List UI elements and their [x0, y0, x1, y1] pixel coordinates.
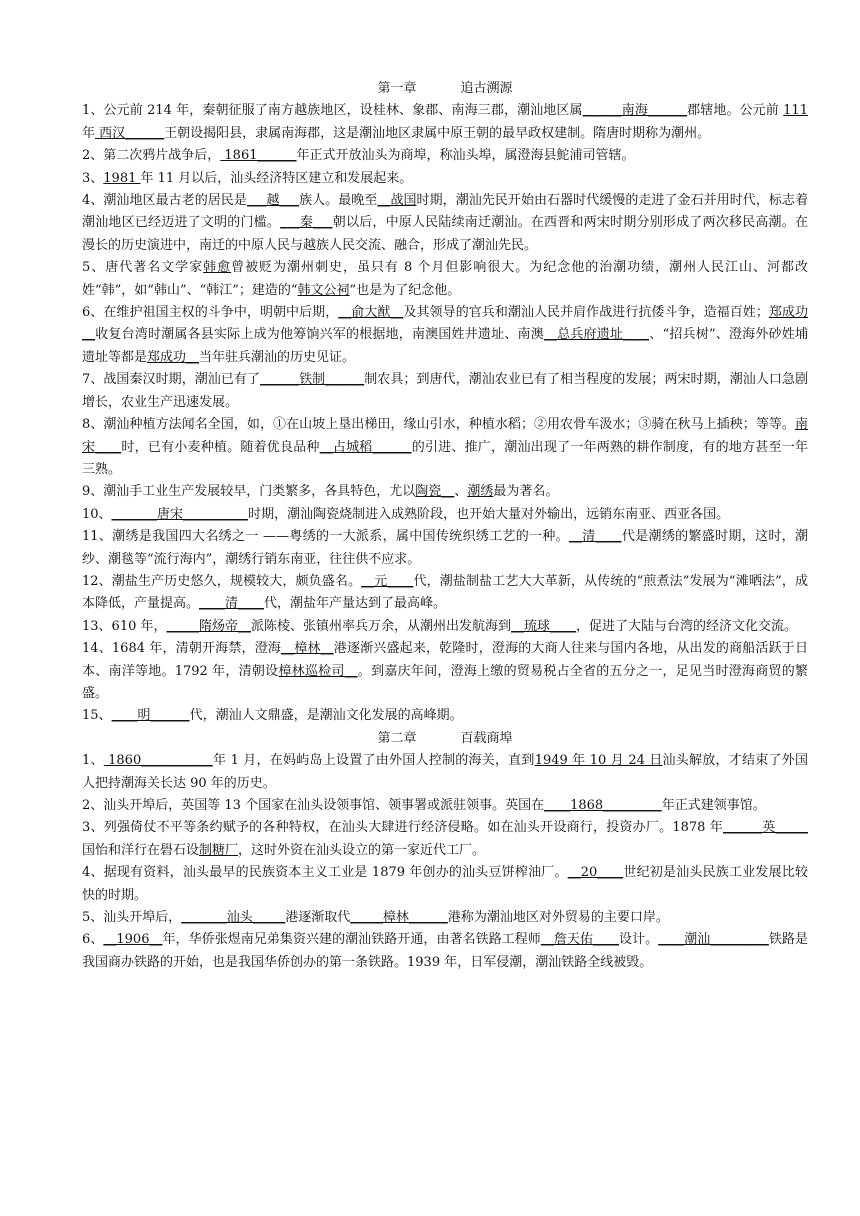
question-item [82, 414, 808, 481]
question-text: 。到嘉庆年间，澄海上缴的贸易税占全省的五分之一，足见当时澄海商贸的繁盛。 [82, 663, 808, 701]
question-item [82, 526, 808, 571]
answer-blank: ____明______ [111, 708, 190, 724]
question-item [82, 168, 808, 190]
answer-blank: 韩文公祠 [297, 282, 350, 298]
answer-blank: 陶瓷__ [415, 484, 455, 500]
answer-blank: 南宋____ [82, 417, 808, 455]
answer-blank: __占城稻______ [319, 439, 412, 455]
answer-blank: 111 [783, 103, 808, 119]
chapter1-number: 第一章 [377, 81, 417, 96]
question-item [82, 638, 808, 705]
question-text: 、 [454, 484, 468, 500]
question-text: 时期，潮汕陶瓷烧制进入成熟阶段，也开始大量对外输出，远销东南亚、西亚各国。 [248, 506, 730, 522]
question-text: ，这时外资在汕头设立的第一家近代工厂。 [238, 842, 486, 858]
answer-blank: __清____ [568, 529, 622, 545]
question-text: 汕头解放，才结束了外国人把持潮海关长达 90 年的历史。 [82, 753, 808, 791]
question-text: 铁路是我国商办铁路的开始，也是我国华侨创办的第一条铁路。1939 年，日军侵潮，潮汕铁路全线被毁。 [82, 932, 808, 970]
question-text: 、“招兵树”、澄海外砂姓埔遗址等都是 [82, 327, 808, 365]
question-text: 1、 [82, 753, 104, 769]
chapter2-title: 百载商埠 [460, 730, 513, 746]
question-text: 国怡和洋行在礐石设 [82, 842, 200, 858]
answer-blank: __詹天佑____ [540, 932, 619, 948]
question-text: 制农具；到唐代，潮汕农业已有了相当程度的发展；两宋时期，潮汕人口急剧增长，农业生产迅速发展。 [82, 372, 808, 410]
question-text: 年 1 月，在妈屿岛上设置了由外国人控制的海关，直到 [212, 753, 535, 769]
question-item [82, 257, 808, 302]
question-item [82, 907, 808, 929]
answer-blank: 1949 年 10 月 24 日 [534, 753, 663, 769]
question-text: 10、 [82, 506, 112, 522]
answer-blank: 韩愈 [203, 260, 232, 276]
answer-blank: ___秦___ [280, 215, 333, 231]
question-text: 王朝设揭阳县，隶属南海郡，这是潮汕地区隶属中原王朝的最早政权建制。隋唐时期称为潮州。 [164, 125, 711, 141]
question-text: 最为著名。 [493, 484, 559, 500]
answer-blank: 郑成功__ [82, 305, 808, 343]
chapter1-title: 追古溯源 [460, 81, 513, 96]
answer-blank: _______汕头_____ [181, 910, 286, 926]
question-text: 港称为潮汕地区对外贸易的主要口岸。 [447, 910, 669, 926]
answer-blank: 西汉______ [95, 125, 165, 141]
question-text: 6、 [82, 932, 104, 948]
question-text: 7、战国秦汉时期，潮汕已有了 [82, 372, 261, 388]
question-text: 14、1684 年，清朝开海禁，澄海 [82, 641, 282, 657]
question-text: 代，潮盐制盐工艺大大革新，从传统的“煎煮法”发展为“滩晒法”，成本降低，产量提高。 [82, 573, 808, 612]
answer-blank: __1906__ [103, 932, 163, 948]
question-item [82, 705, 808, 727]
chapter2-questions [82, 750, 808, 974]
question-item [82, 190, 808, 257]
question-text: 世纪初是汕头民族工业发展比较快的时期。 [82, 865, 808, 903]
question-text: 曾被贬为潮州刺史，虽只有 8 个月但影响很大。为纪念他的治潮功绩，潮州人民江山、河都改姓“韩”，如“韩山”、“韩江”；建造的“ [82, 260, 808, 298]
answer-blank: ______英_____ [723, 820, 808, 836]
question-item [82, 750, 808, 795]
question-text: 收复台湾时潮属各县实际上成为他筹饷兴军的根据地，南澳国姓井遗址、南澳 [95, 327, 544, 343]
question-text: 9、潮汕手工业生产发展较早，门类繁多，各具特色，尤以 [82, 484, 416, 500]
answer-blank: __琉球____ [511, 618, 577, 634]
chapter2-number: 第二章 [377, 730, 417, 746]
answer-blank: 制糖厂 [199, 842, 239, 858]
question-item [82, 481, 808, 503]
chapter1-heading [82, 78, 808, 100]
answer-blank: ___越___ [246, 193, 300, 209]
question-text: 5、唐代著名文学家 [82, 260, 204, 276]
question-text: 年正式建领事馆。 [661, 798, 766, 813]
question-text: 13、610 年， [82, 618, 167, 634]
question-text: 代，潮汕人文鼎盛，是潮汕文化发展的高峰期。 [189, 708, 463, 724]
question-item [82, 929, 808, 974]
question-item [82, 145, 808, 167]
answer-blank: ______南海______ [582, 103, 687, 119]
question-item [82, 302, 808, 369]
answer-blank: __樟林__ [281, 641, 334, 657]
question-item [82, 369, 808, 414]
question-text: 8、潮汕种植方法闻名全国，如，①在山坡上垦出梯田，缘山引水，种植水稻；②用农骨车汲水；③骑在秋马上插秧；等等。 [82, 417, 795, 433]
question-text: 年，华侨张煜南兄弟集资兴建的潮汕铁路开通，由著名铁路工程师 [162, 932, 541, 948]
chapter2-heading [82, 728, 808, 750]
question-item [82, 795, 808, 817]
question-text: 的引进、推广，潮汕出现了一年两熟的耕作制度，有的地方甚至一年三熟。 [82, 439, 808, 477]
question-text: 12、潮盐生产历史悠久，规模较大，颇负盛名。 [82, 573, 362, 589]
answer-blank: ____1868_________ [544, 798, 662, 813]
answer-blank: __俞大猷__ [338, 305, 404, 321]
answer-blank: 潮绣 [467, 484, 494, 500]
question-text: ”也是为了纪念他。 [349, 282, 461, 298]
question-item [82, 616, 808, 638]
answer-blank: ____潮汕_________ [658, 932, 769, 948]
answer-blank: 樟林巡检司__ [278, 663, 358, 679]
question-text: 年 [82, 125, 96, 141]
question-text: 派陈棱、张镇州率兵万余，从潮州出发航海到 [251, 618, 512, 634]
question-text: ，促进了大陆与台湾的经济文化交流。 [576, 618, 798, 634]
question-text: 当年驻兵潮汕的历史见证。 [199, 349, 356, 365]
question-text: 年 11 月以后，汕头经济特区建立和发展起来。 [140, 170, 413, 186]
answer-blank: _______唐宋__________ [111, 506, 249, 522]
question-text: 代，潮盐年产量达到了最高峰。 [264, 596, 447, 612]
question-text: 15、 [82, 708, 112, 724]
answer-blank: ____清____ [199, 596, 265, 612]
chapter1-questions [82, 100, 808, 727]
question-item [82, 571, 808, 616]
answer-blank: __元____ [361, 573, 414, 589]
question-text: 3、列强倚仗不平等条约赋予的各种特权，在汕头大肆进行经济侵略。如在汕头开设商行，投资办厂。1878 年 [82, 820, 724, 836]
question-item [82, 862, 808, 907]
question-text: 代是潮绣的繁盛时期，这时，潮纱、潮毯等“流行海内”，潮绣行销东南亚，往往供不应求。 [82, 529, 808, 567]
answer-blank: 1861______ [220, 148, 297, 164]
question-text: 族人。最晚至 [299, 193, 378, 209]
question-text: 4、据现有资料，汕头最早的民族资本主义工业是 1879 年创办的汕头豆饼榨油厂。 [82, 865, 568, 881]
question-item [82, 100, 808, 145]
question-text: 时，已有小麦种植。随着优良品种 [121, 439, 320, 455]
question-text: 2、第二次鸦片战争后， [82, 148, 221, 164]
question-text: 1、公元前 214 年，秦朝征服了南方越族地区，设桂林、象郡、南海三郡，潮汕地区属 [82, 103, 583, 119]
answer-blank: 1860___________ [103, 753, 213, 769]
question-text: 6、在维护祖国主权的斗争中，明朝中后期， [82, 305, 339, 321]
answer-blank: __总兵府遗址____ [543, 327, 650, 343]
question-text: 及其领导的官兵和潮汕人民并肩作战进行抗倭斗争，造福百姓； [403, 305, 769, 321]
question-text: 朝以后，中原人民陆续南迁潮汕。在西晋和两宋时期分别形成了两次移民高潮。在漫长的历史演进中，南迁的中原人民与越族人民交流、融合，形成了潮汕先民。 [82, 215, 808, 253]
question-text: 5、汕头开埠后， [82, 910, 182, 926]
question-text: 年正式开放汕头为商埠，称汕头埠，属澄海县鮀浦司管辖。 [296, 148, 635, 164]
answer-blank: 郑成功__ [147, 349, 200, 365]
question-item [82, 504, 808, 526]
answer-blank: 1981 [103, 170, 141, 186]
question-text: 11、潮绣是我国四大名绣之一 ——粤绣的一大派系，属中国传统织绣工艺的一种。 [82, 529, 569, 545]
question-text: 郡辖地。公元前 [687, 103, 784, 119]
question-text: 时期，潮汕先民开始由石器时代缓慢的走进了金石并用时代，标志着潮汕地区已经迈进了文明的门槛。 [82, 193, 808, 231]
question-text: 港逐渐兴盛起来，乾隆时，澄海的大商人往来与国内各地，从出发的商船活跃于日本、南洋等地。1792 年，清朝设 [82, 641, 808, 679]
question-text: 4、潮汕地区最古老的居民是 [82, 193, 247, 209]
question-text: 3、 [82, 170, 104, 186]
question-item [82, 817, 808, 862]
answer-blank: __20____ [567, 865, 624, 881]
answer-blank: ______铁制______ [260, 372, 365, 388]
answer-blank: __战国 [377, 193, 417, 209]
question-text: 设计。 [619, 932, 659, 948]
answer-blank: _____樟林______ [350, 910, 448, 926]
question-text: 2、汕头开埠后，英国等 13 个国家在汕头设领事馆、领事署或派驻领事。英国在 [82, 798, 545, 813]
question-text: 港逐渐取代 [285, 910, 351, 926]
answer-blank: _____隋炀帝__ [166, 618, 252, 634]
